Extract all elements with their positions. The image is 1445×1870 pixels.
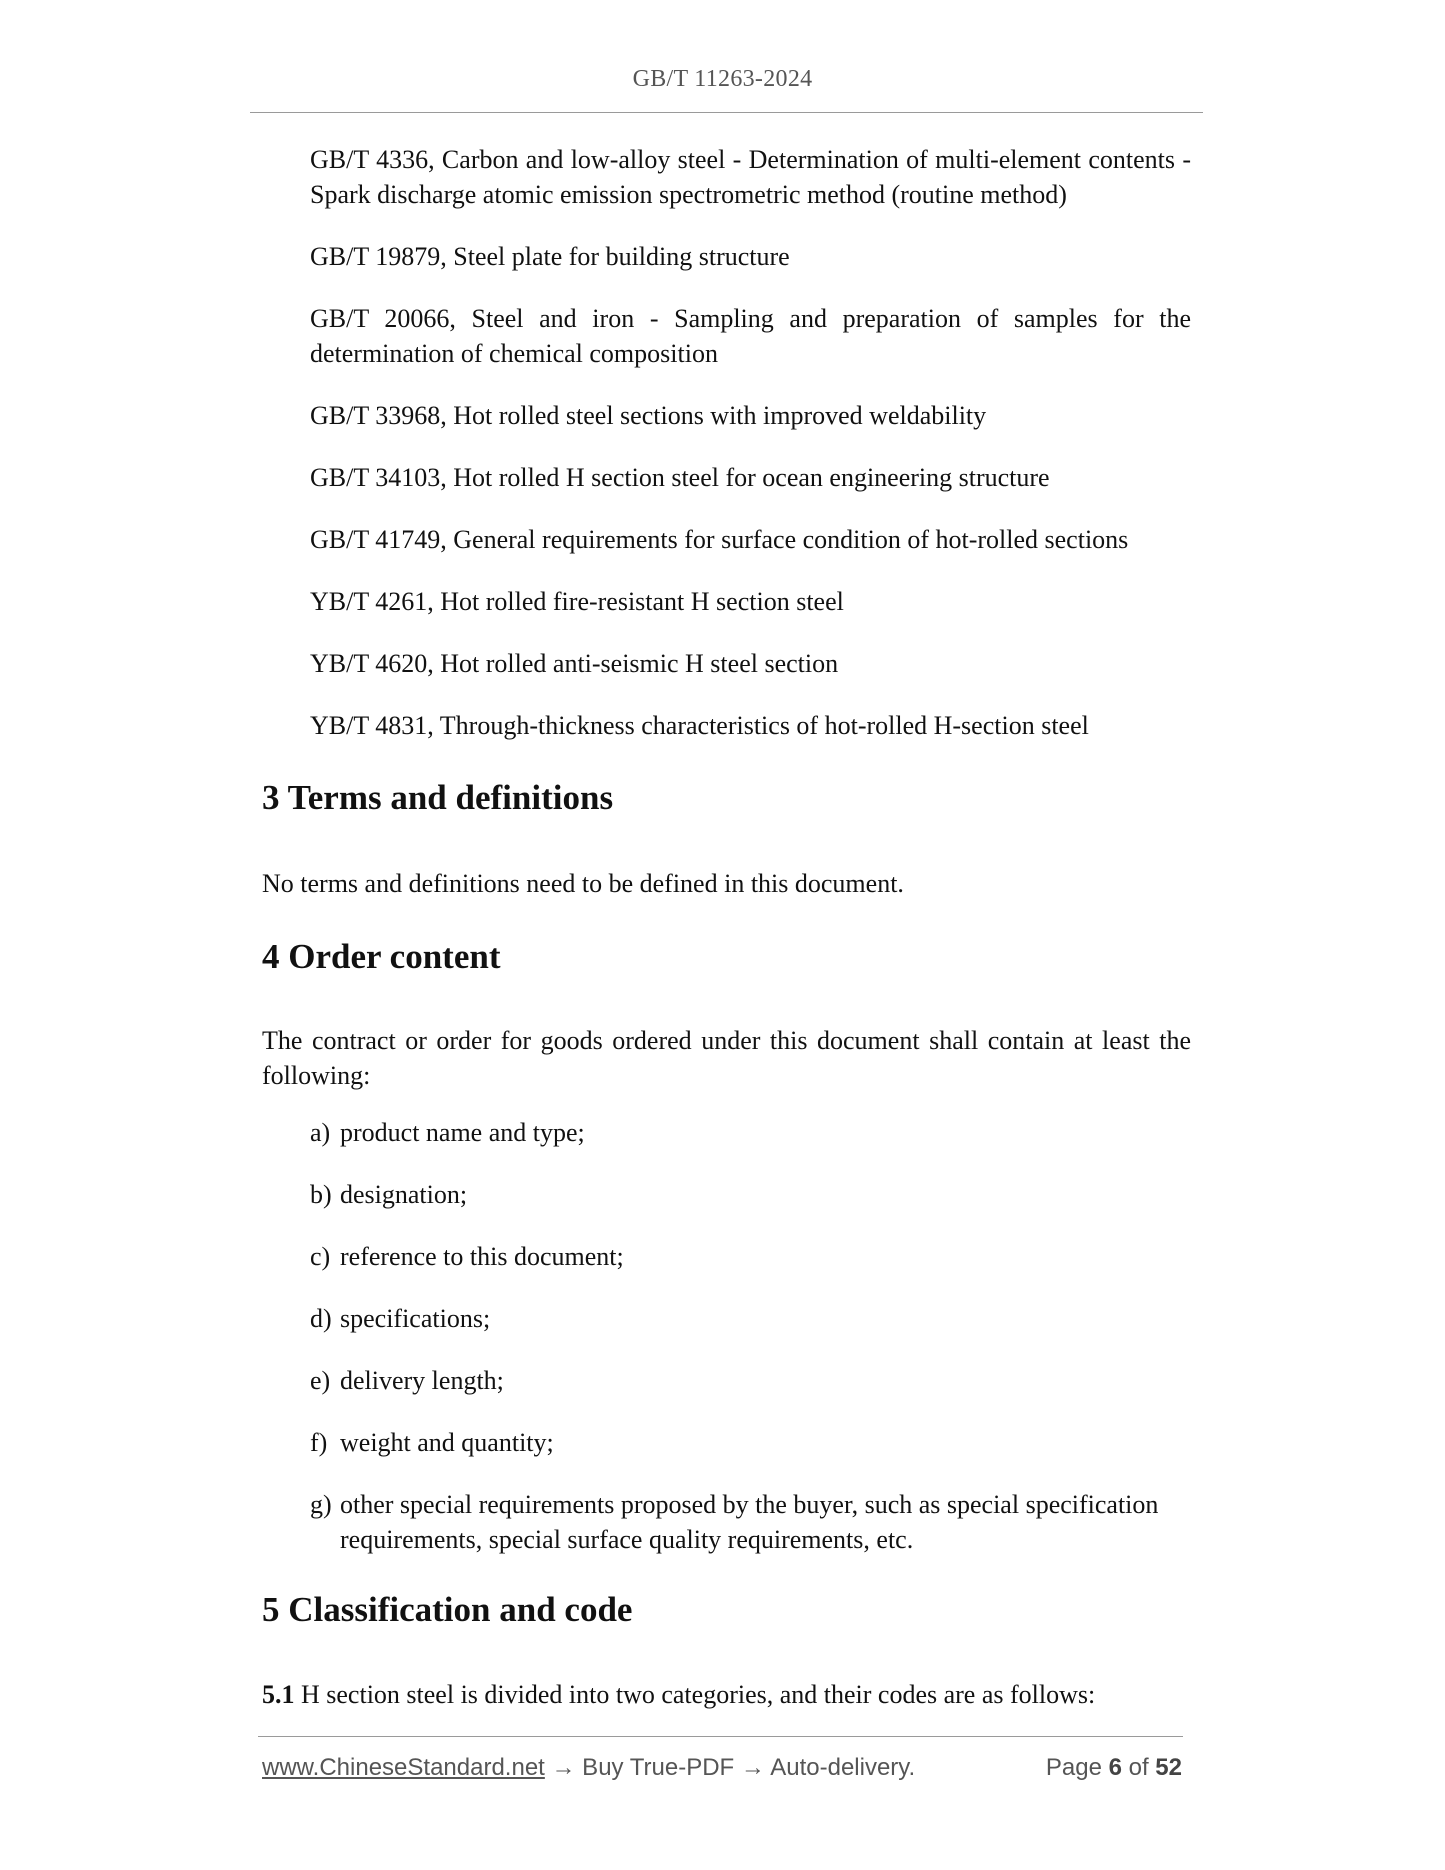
list-item [310, 1425, 1191, 1460]
section-4-heading: 4 Order content [262, 937, 501, 976]
list-item [310, 1239, 1191, 1274]
list-item-text: specifications; [340, 1304, 491, 1333]
footer-promo-text: → Buy True-PDF → Auto-delivery. [544, 1754, 916, 1781]
reference-item: GB/T 20066, Steel and iron - Sampling and preparation of samples for the determination of chemical composition [310, 304, 1191, 368]
page-of-label: of [1121, 1754, 1156, 1781]
list-item [310, 1487, 1191, 1557]
list-item [310, 1177, 1191, 1212]
page-label: Page [1045, 1754, 1109, 1781]
list-marker: c) [310, 1242, 331, 1271]
list-marker: a) [310, 1118, 331, 1147]
section-3-text: No terms and definitions need to be defined in this document. [262, 869, 904, 898]
list-item-text: other special requirements proposed by the buyer, such as special specification requirements, special surface quality requirements, etc. [340, 1490, 1159, 1554]
normative-references-list [310, 142, 1191, 770]
list-marker: g) [310, 1490, 332, 1519]
list-item [310, 1115, 1191, 1150]
page-number [1046, 1754, 1182, 1782]
list-item-text: product name and type; [340, 1118, 585, 1147]
reference-item: GB/T 34103, Hot rolled H section steel for ocean engineering structure [310, 463, 1050, 492]
website-link[interactable]: www.ChineseStandard.net [262, 1754, 545, 1781]
list-item-text: weight and quantity; [340, 1428, 554, 1457]
page-footer [262, 1754, 1182, 1782]
list-marker: b) [310, 1180, 332, 1209]
list-item [310, 1363, 1191, 1398]
order-content-list [310, 1115, 1191, 1584]
clause-text: H section steel is divided into two categories, and their codes are as follows: [294, 1680, 1096, 1709]
reference-item: YB/T 4831, Through-thickness characteristics of hot-rolled H-section steel [310, 711, 1089, 740]
clause-5-1 [262, 1677, 1191, 1712]
reference-item: GB/T 4336, Carbon and low-alloy steel - Determination of multi-element contents - Spark discharge atomic emission spectrometric method (routine method) [310, 145, 1191, 209]
clause-number: 5.1 [262, 1680, 295, 1709]
list-marker: f) [310, 1428, 328, 1457]
list-item [310, 1301, 1191, 1336]
reference-item: YB/T 4620, Hot rolled anti-seismic H steel section [310, 649, 839, 678]
header-divider [250, 112, 1203, 113]
section-3-heading: 3 Terms and definitions [262, 778, 614, 817]
footer-promo [262, 1754, 915, 1782]
reference-item: GB/T 41749, General requirements for surface condition of hot-rolled sections [310, 525, 1129, 554]
list-item-text: reference to this document; [340, 1242, 624, 1271]
section-5-heading: 5 Classification and code [262, 1590, 633, 1629]
page-current: 6 [1108, 1754, 1122, 1781]
list-marker: d) [310, 1304, 332, 1333]
page-header-title: GB/T 11263-2024 [632, 66, 813, 92]
reference-item: GB/T 33968, Hot rolled steel sections with improved weldability [310, 401, 987, 430]
page-total: 52 [1155, 1754, 1182, 1781]
reference-item: GB/T 19879, Steel plate for building structure [310, 242, 790, 271]
list-marker: e) [310, 1366, 331, 1395]
section-4-intro: The contract or order for goods ordered under this document shall contain at least the following: [262, 1026, 1191, 1090]
footer-divider [258, 1736, 1183, 1737]
list-item-text: designation; [340, 1180, 468, 1209]
reference-item: YB/T 4261, Hot rolled fire-resistant H section steel [310, 587, 844, 616]
list-item-text: delivery length; [340, 1366, 504, 1395]
